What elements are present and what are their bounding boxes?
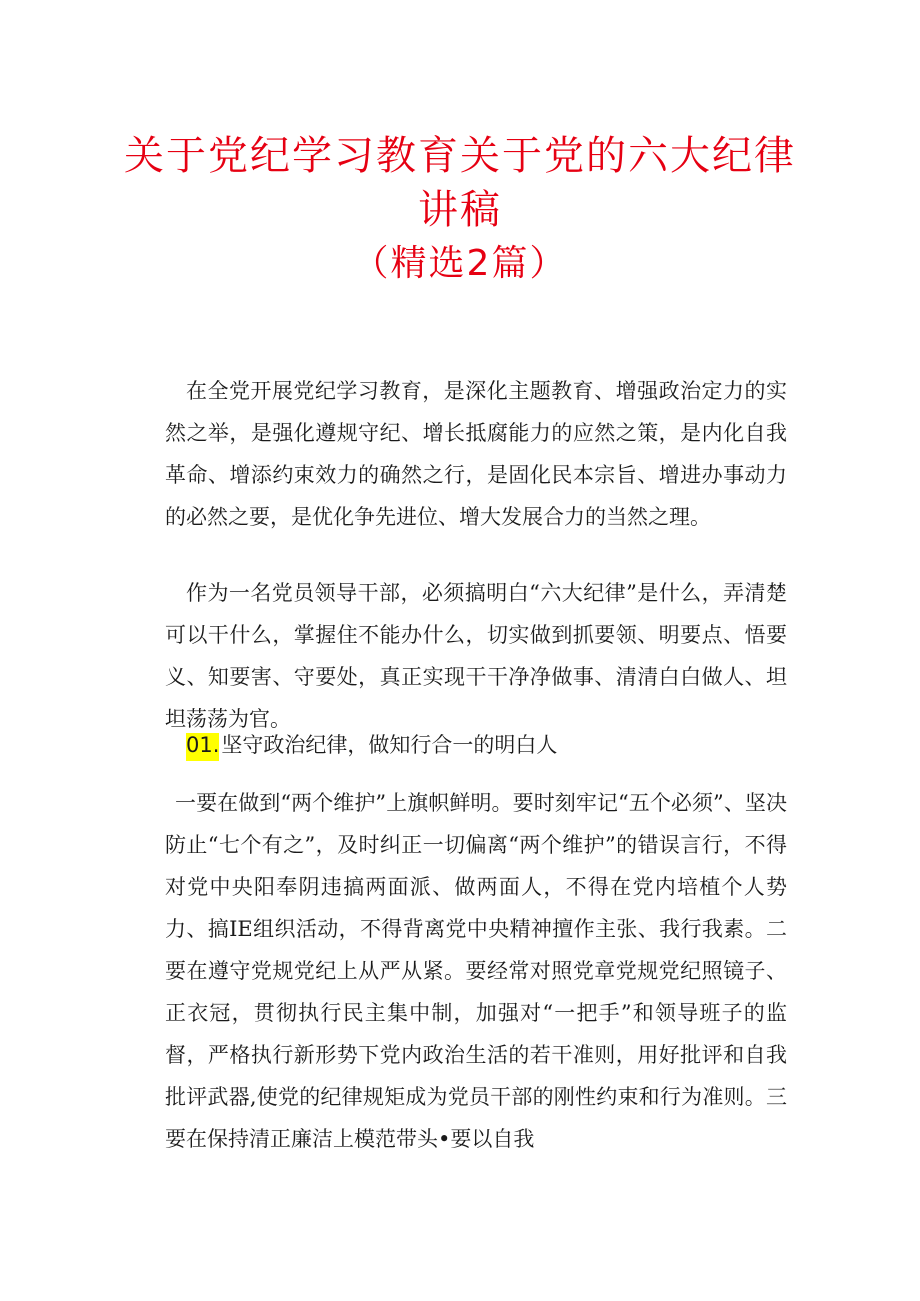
document-title-line1: 关于党纪学习教育关于党的六大纪律 <box>124 133 796 179</box>
section-heading <box>186 724 557 766</box>
intro-paragraph: 在全党开展党纪学习教育，是深化主题教育、增强政治定力的实然之举，是强化遵规守纪、增长抵腐能力的应然之策，是内化自我革命、增添约束效力的确然之行，是固化民本宗旨、增进办事动力的必然之要，是优化争先进位、增大发展合力的当然之理。 <box>165 379 787 529</box>
section-number: 01. <box>186 733 219 761</box>
section-heading-text: 坚守政治纪律，做知行合一的明白人 <box>221 733 558 757</box>
second-paragraph: 作为一名党员领导干部，必须搞明白“六大纪律”是什么，弄清楚可以干什么，掌握住不能办什么，切实做到抓要领、明要点、悟要义、知要害、守要处，真正实现干干净净做事、清清白白做人、坦坦荡荡为官。 <box>165 581 787 731</box>
document-title-line2: 讲稿 <box>418 187 502 233</box>
section-body-paragraph: 一要在做到“两个维护”上旗帜鲜明。要时刻牢记“五个必须”、坚决防止“七个有之”，及时纠正一切偏离“两个维护”的错误言行，不得对党中央阳奉阴违搞两面派、做两面人，不得在党内培植个人势力、搞IE组织活动，不得背离党中央精神擅作主张、我行我素。二要在遵守党规党纪上从严从紧。要经常对照党章党规党纪照镜子、正衣冠，贯彻执行民主集中制，加强对“一把手”和领导班子的监督，严格执行新形势下党内政治生活的若干准则，用好批评和自我批评武器,使党的纪律规矩成为党员干部的刚性约束和行为准则。三要在保持清正廉洁上模范带头•要以自我 <box>165 791 787 1151</box>
document-subtitle: （精选2篇） <box>352 243 568 284</box>
